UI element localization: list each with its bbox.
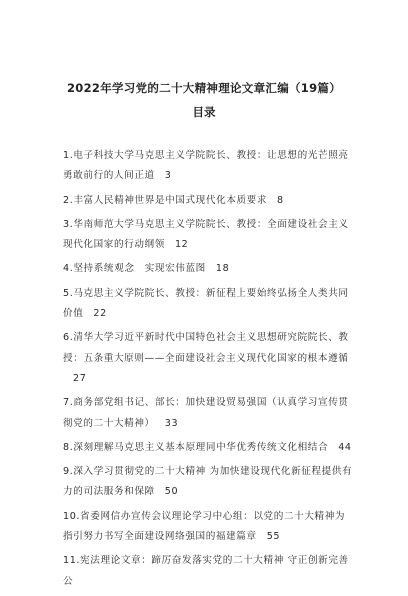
toc-entry-2[interactable] — [63, 191, 353, 211]
toc-entry-text: 9.深入学习贯彻党的二十大精神 为加快建设现代化新征程提供有力的司法服务和保障 — [63, 466, 353, 498]
toc-entry-5[interactable] — [63, 284, 353, 325]
toc-entry-9[interactable] — [63, 462, 353, 503]
toc-entry-text: 7.商务部党组书记、部长：加快建设贸易强国（认真学习宣传贯彻党的二十大精神） — [63, 397, 349, 429]
toc-entry-7[interactable] — [63, 393, 353, 434]
toc-entry-text: 6.清华大学习近平新时代中国特色社会主义思想研究院院长、教授：五条重大原则——全面建设社会主义现代化国家的根本遵循 — [63, 332, 349, 364]
toc-entry-4[interactable] — [63, 259, 353, 279]
toc-entry-11[interactable] — [63, 551, 353, 592]
toc-entry-text: 1.电子科技大学马克思主义学院院长、教授：让思想的光芒照亮勇敢前行的人间正道 — [63, 150, 349, 182]
toc-entry-text: 5.马克思主义学院院长、教授：新征程上要始终弘扬全人类共同价值 — [63, 287, 349, 320]
toc-entry-text: 10.省委网信办宣传会议理论学习中心组：以党的二十大精神为指引努力书写全面建设网络强国的福建篇章 — [63, 510, 346, 543]
toc-entry-page: 27 — [73, 372, 87, 384]
toc-entry-3[interactable] — [63, 215, 353, 256]
toc-entry-page: 55 — [266, 531, 281, 543]
document-title: 2022年学习党的二十大精神理论文章汇编（19篇） — [66, 81, 341, 95]
toc-entry-text: 8.深刻理解马克思主义基本原理同中华优秀传统文化相结合 — [63, 441, 329, 453]
toc-entry-page: 18 — [215, 263, 230, 275]
table-of-contents — [63, 146, 353, 596]
toc-entry-1[interactable] — [63, 146, 353, 187]
toc-entry-page: 22 — [93, 308, 107, 320]
toc-entry-page: 33 — [164, 417, 179, 429]
toc-entry-page: 8 — [277, 194, 284, 206]
toc-entry-page: 50 — [164, 486, 179, 498]
toc-entry-page: 44 — [338, 441, 352, 453]
toc-entry-6[interactable] — [63, 328, 353, 389]
toc-entry-text: 11.宪法理论文章：蹄厉奋发落实党的二十大精神 守正创新完善公 — [63, 555, 349, 587]
toc-entry-10[interactable] — [63, 507, 353, 548]
toc-entry-page: 3 — [164, 170, 172, 182]
toc-entry-8[interactable] — [63, 438, 353, 458]
toc-entry-text: 2.丰富人民精神世界是中国式现代化本质要求 — [63, 194, 268, 206]
toc-heading: 目录 — [192, 105, 216, 119]
toc-entry-text: 4.坚持系统观念 实现宏伟蓝图 — [63, 263, 206, 275]
toc-entry-text: 3.华南师范大学马克思主义学院院长、教授：全面建设社会主义现代化国家的行动纲领 — [63, 218, 349, 251]
toc-entry-page: 12 — [174, 239, 189, 251]
